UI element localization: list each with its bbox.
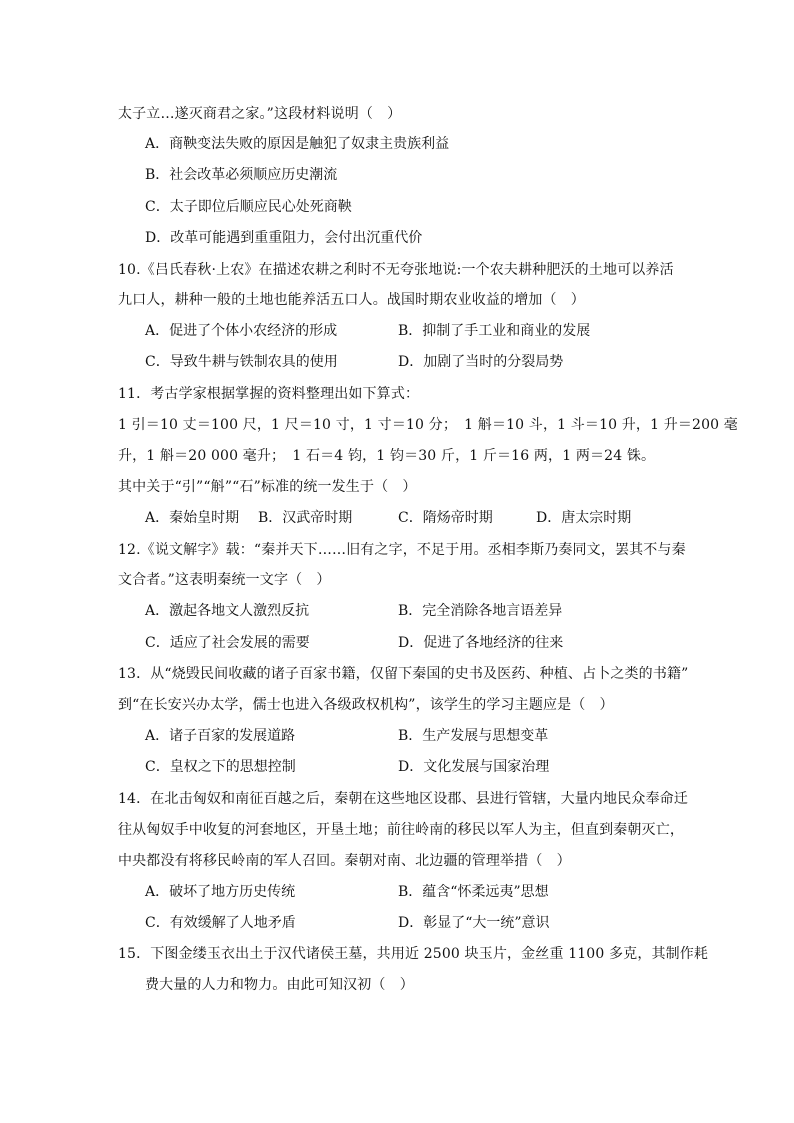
q14-stem-line3: 中央都没有将移民岭南的军人召回。秦朝对南、北边疆的管理举措（ ）: [118, 853, 571, 869]
q10-option-b: B．抑制了手工业和商业的发展: [398, 323, 591, 339]
q9-stem-tail: 太子立…遂灭商君之家。”这段材料说明（ ）: [118, 106, 402, 122]
q13-stem-line1: 13．从“烧毁民间收藏的诸子百家书籍，仅留下秦国的史书及医药、种植、占卜之类的书籍”: [118, 666, 689, 682]
q12-option-b: B．完全消除各地言语差异: [398, 603, 563, 619]
q10-option-a: A．促进了个体小农经济的形成: [145, 323, 338, 339]
q12-stem-line2: 文合者。”这表明秦统一文字（ ）: [118, 572, 331, 588]
q13-option-b: B．生产发展与思想变革: [398, 728, 549, 744]
q10-option-d: D．加剧了当时的分裂局势: [398, 354, 564, 370]
q9-option-c: C．太子即位后顺应民心处死商鞅: [145, 199, 352, 215]
q14-option-d: D．彰显了“大一统”意识: [398, 915, 550, 931]
q10-stem-line2: 九口人，耕种一般的土地也能养活五口人。战国时期农业收益的增加（ ）: [118, 292, 585, 308]
q12-stem-line1: 12.《说文解字》载：“秦并天下……旧有之字，不足于用。丞相李斯乃奏同文，罢其不与秦: [118, 542, 686, 558]
q15-stem-line1: 15．下图金缕玉衣出土于汉代诸侯王墓，共用近 2500 块玉片，金丝重 1100 多克，其制作耗: [118, 946, 709, 962]
q9-option-a: A．商鞅变法失败的原因是触犯了奴隶主贵族利益: [145, 136, 450, 152]
q12-option-a: A．激起各地文人激烈反抗: [145, 603, 310, 619]
q14-option-c: C．有效缓解了人地矛盾: [145, 915, 296, 931]
q10-stem-line1: 10.《吕氏春秋·上农》在描述农耕之利时不无夸张地说:一个农夫耕种肥沃的土地可以养活: [118, 262, 674, 278]
q14-option-a: A．破坏了地方历史传统: [145, 884, 296, 900]
q9-option-b: B．社会改革必须顺应历史潮流: [145, 167, 338, 183]
q11-stem-line3: 升，1 斛＝20 000 毫升； 1 石＝4 钧，1 钧＝30 斤，1 斤＝16 两，1 两＝24 铢。: [118, 448, 656, 464]
q10-option-c: C．导致牛耕与铁制农具的使用: [145, 354, 338, 370]
q12-option-c: C．适应了社会发展的需要: [145, 635, 310, 651]
q11-stem-line4: 其中关于“引”“斛”“石”标准的统一发生于（ ）: [118, 479, 417, 495]
q14-stem-line1: 14．在北击匈奴和南征百越之后，秦朝在这些地区设郡、县进行管辖，大量内地民众奉命迁: [118, 791, 688, 807]
q11-option-c: C．隋炀帝时期: [398, 510, 493, 526]
q11-option-b: B．汉武帝时期: [258, 510, 353, 526]
q13-stem-line2: 到“在长安兴办太学，儒士也进入各级政权机构”，该学生的学习主题应是（ ）: [118, 697, 614, 713]
q13-option-c: C．皇权之下的思想控制: [145, 759, 296, 775]
q13-option-d: D．文化发展与国家治理: [398, 759, 550, 775]
q12-option-d: D．促进了各地经济的往来: [398, 635, 564, 651]
q9-option-d: D．改革可能遇到重重阻力，会付出沉重代价: [145, 230, 423, 246]
q11-option-d: D．唐太宗时期: [536, 510, 632, 526]
q13-option-a: A．诸子百家的发展道路: [145, 728, 296, 744]
q11-option-a: A．秦始皇时期: [145, 510, 240, 526]
q14-option-b: B．蕴含“怀柔远夷”思想: [398, 884, 549, 900]
q15-stem-line2: 费大量的人力和物力。由此可知汉初（ ）: [145, 977, 414, 993]
q14-stem-line2: 往从匈奴手中收复的河套地区，开垦土地；前往岭南的移民以军人为主，但直到秦朝灭亡，: [118, 822, 684, 838]
q11-stem-line2: 1 引＝10 丈＝100 尺，1 尺＝10 寸，1 寸＝10 分； 1 斛＝10 斗，1 斗＝10 升，1 升＝200 毫: [118, 417, 738, 433]
q11-stem-line1: 11．考古学家根据掌握的资料整理出如下算式：: [118, 386, 420, 402]
